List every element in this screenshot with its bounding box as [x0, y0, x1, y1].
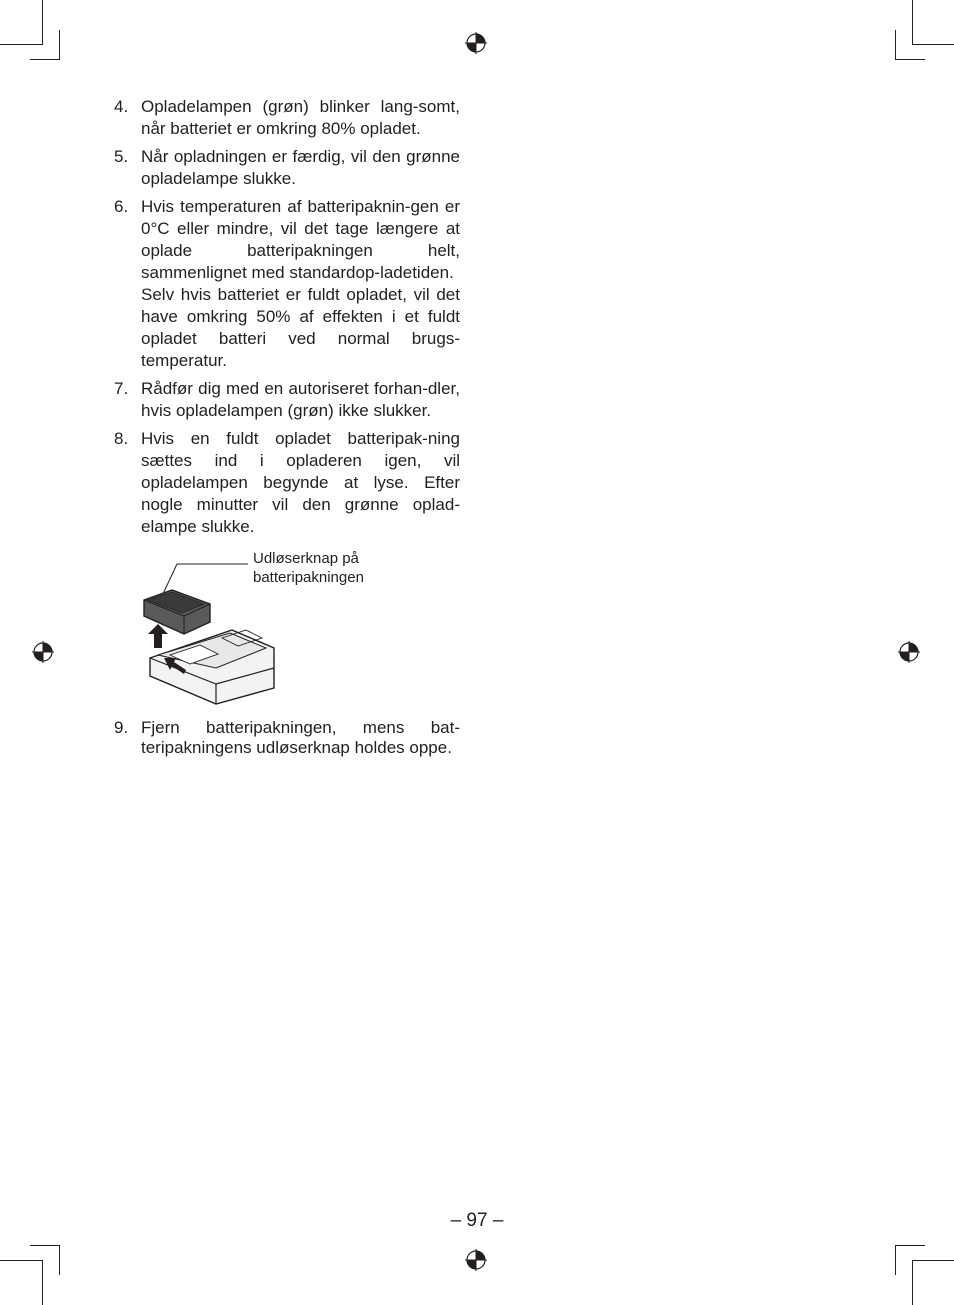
- list-item: [114, 96, 460, 140]
- crop-mark: [912, 44, 954, 45]
- charger-illustration: [114, 538, 460, 718]
- crop-mark: [895, 59, 925, 60]
- crop-mark: [912, 1260, 954, 1261]
- crop-mark: [59, 1245, 60, 1275]
- page-number: – 97 –: [450, 1210, 504, 1231]
- step-number: 7.: [114, 379, 129, 398]
- instructions-column: [114, 96, 460, 763]
- list-item: [114, 718, 460, 757]
- step-number: 8.: [114, 429, 129, 448]
- step-text: Hvis en fuldt opladet batteripak-ning sættes ind i opladeren igen, vil opladelampen begynde at lyse. Efter nogle minutter vil den grønne oplad-elampe slukke.: [141, 429, 460, 536]
- crop-mark: [59, 30, 60, 60]
- steps-list: [114, 96, 460, 538]
- list-item: [114, 146, 460, 190]
- registration-mark-icon: [465, 32, 487, 54]
- crop-mark: [42, 0, 43, 45]
- crop-mark: [895, 1245, 925, 1246]
- crop-mark: [30, 1245, 60, 1246]
- step-text: Rådfør dig med en autoriseret forhan-dler, hvis opladelampen (grøn) ikke slukker.: [141, 379, 460, 420]
- crop-mark: [912, 0, 913, 45]
- crop-mark: [30, 59, 60, 60]
- crop-mark: [895, 1245, 896, 1275]
- step-text: Selv hvis batteriet er fuldt opladet, vil det have omkring 50% af effekten i et fuldt opladet batteri ved normal brugs-temperatur.: [141, 285, 460, 370]
- list-item: [114, 428, 460, 538]
- crop-mark: [895, 30, 896, 60]
- charger-battery-drawing: [114, 538, 460, 718]
- step-number: 5.: [114, 147, 129, 166]
- step-number: 9.: [114, 718, 129, 737]
- list-item: [114, 196, 460, 372]
- step-number: 4.: [114, 97, 129, 116]
- caption-line: Udløserknap på: [253, 550, 359, 567]
- list-item: [114, 378, 460, 422]
- steps-list: [114, 718, 460, 757]
- step-text: Når opladningen er færdig, vil den grønne opladelampe slukke.: [141, 147, 460, 188]
- registration-mark-icon: [32, 641, 54, 663]
- crop-mark: [42, 1260, 43, 1305]
- step-text: Hvis temperaturen af batteripaknin-gen er 0°C eller mindre, vil det tage længere at oplade batteripakningen helt, sammenlignet med standardop-ladetiden.: [141, 197, 460, 282]
- step-text: Opladelampen (grøn) blinker lang-somt, når batteriet er omkring 80% opladet.: [141, 97, 460, 138]
- step-number: 6.: [114, 197, 129, 216]
- crop-mark: [912, 1260, 913, 1305]
- registration-mark-icon: [465, 1249, 487, 1271]
- crop-mark: [0, 1260, 43, 1261]
- step-text: Fjern batteripakningen, mens bat-teripakningens udløserknap holdes oppe.: [141, 718, 460, 757]
- up-arrow-icon: [148, 624, 168, 648]
- crop-mark: [0, 44, 43, 45]
- registration-mark-icon: [898, 641, 920, 663]
- caption-line: batteripakningen: [253, 569, 364, 586]
